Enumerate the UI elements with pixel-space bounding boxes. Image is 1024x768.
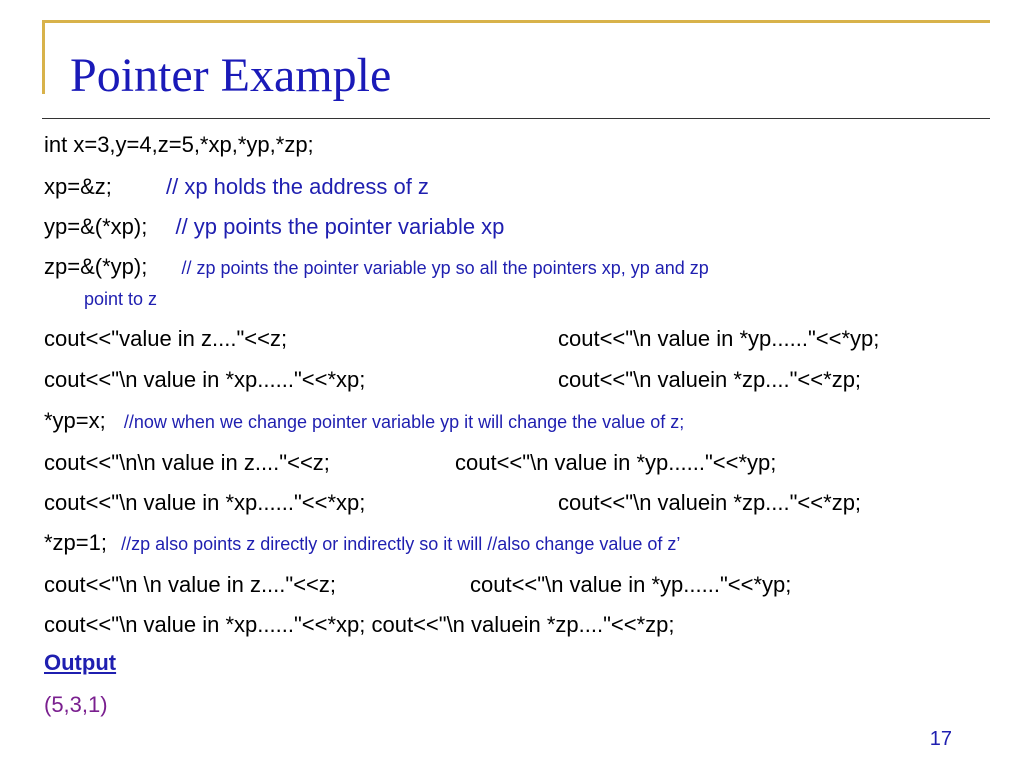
code-line-8: cout<<"\n\n value in z...."<<z;: [44, 450, 330, 475]
code-text: *zp=1;: [44, 530, 107, 555]
code-line-11: cout<<"\n \n value in z...."<<z;: [44, 572, 337, 597]
code-line-5-right: cout<<"\n value in *yp......"<<*yp;: [558, 326, 880, 351]
code-line-9-right: cout<<"\n valuein *zp...."<<*zp;: [558, 490, 862, 515]
output-value: (5,3,1): [44, 692, 108, 717]
code-text: *yp=x;: [44, 408, 106, 433]
code-line-4: [44, 254, 709, 281]
code-text: zp=&(*yp);: [44, 254, 148, 279]
code-comment: //now when we change pointer variable yp it will change the value of z;: [123, 412, 685, 432]
code-line-6-right: cout<<"\n valuein *zp...."<<*zp;: [558, 367, 862, 392]
code-line-7: [44, 408, 684, 435]
slide-title: Pointer Example: [70, 49, 392, 102]
code-text: yp=&(*xp);: [44, 214, 148, 239]
output-heading: Output: [44, 650, 117, 675]
code-text: xp=&z;: [44, 174, 112, 199]
code-text-left: cout<<"value in z...."<<z;: [44, 326, 288, 351]
title-divider: [42, 118, 990, 119]
page-number: 17: [929, 728, 952, 750]
code-line-12: cout<<"\n value in *xp......"<<*xp; cout<<"\n valuein *zp...."<<*zp;: [44, 612, 675, 637]
code-comment: //zp also points z directly or indirectly so it will //also change value of z’: [121, 534, 681, 554]
code-line-6: cout<<"\n value in *xp......"<<*xp;: [44, 367, 366, 392]
code-line-8-right: cout<<"\n value in *yp......"<<*yp;: [455, 450, 777, 475]
frame-left-border: [42, 20, 45, 94]
code-line-5: [44, 326, 287, 352]
code-line-2: [44, 174, 429, 200]
code-comment-continued: point to z: [84, 289, 158, 309]
code-line-11-right: cout<<"\n value in *yp......"<<*yp;: [470, 572, 792, 597]
code-line-1: int x=3,y=4,z=5,*xp,*yp,*zp;: [44, 132, 314, 157]
code-comment: // zp points the pointer variable yp so all the pointers xp, yp and zp: [181, 258, 709, 278]
code-comment: // xp holds the address of z: [166, 174, 429, 199]
code-line-10: [44, 530, 680, 557]
code-line-3: [44, 214, 504, 240]
code-line-9: cout<<"\n value in *xp......"<<*xp;: [44, 490, 366, 515]
frame-top-border: [42, 20, 990, 23]
code-comment: // yp points the pointer variable xp: [175, 214, 505, 239]
